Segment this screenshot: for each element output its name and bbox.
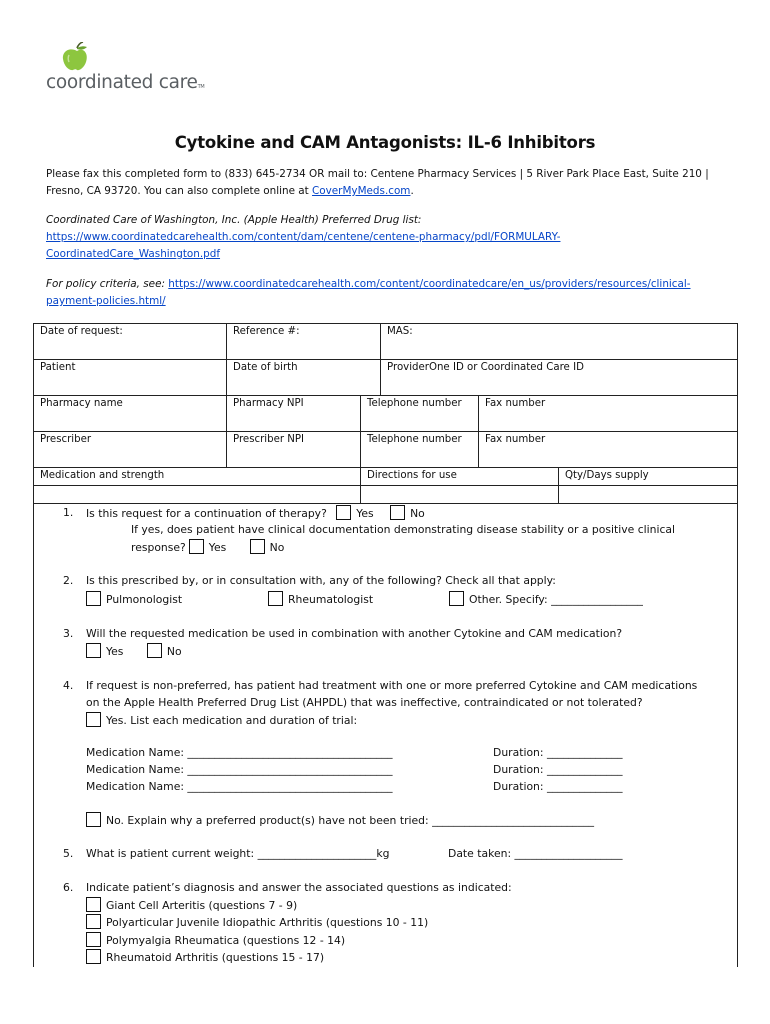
question-6: Indicate patient’s diagnosis and answer the associated questions as indicated: [86, 881, 512, 894]
pdl-link-line-2[interactable]: CoordinatedCare_Washington.pdf [46, 248, 221, 260]
reference-field[interactable]: Reference #: [227, 324, 381, 360]
question-1-number: 1. [63, 506, 74, 519]
q1-yes-checkbox[interactable] [336, 505, 351, 520]
policy-link-line-2[interactable]: payment-policies.html/ [46, 295, 166, 307]
question-5-date-taken[interactable]: Date taken: ____________________ [448, 847, 623, 860]
question-3: Will the requested medication be used in combination with another Cytokine and CAM medication? [86, 627, 623, 640]
intro-line-2: Fresno, CA 93720. You can also complete online at CoverMyMeds.com. [46, 185, 414, 197]
pharmacy-telephone-field[interactable]: Telephone number [361, 396, 479, 432]
pdl-label: Coordinated Care of Washington, Inc. (Apple Health) Preferred Drug list: [46, 214, 422, 226]
q6-rheumatoid-arthritis-option[interactable]: Rheumatoid Arthritis (questions 15 - 17) [86, 949, 324, 965]
directions-for-use-field[interactable]: Directions for use [361, 468, 559, 504]
q3-no-checkbox[interactable] [147, 643, 162, 658]
question-1-sub-line-2: response? Yes No [131, 541, 285, 554]
q4-no-option[interactable]: No. Explain why a preferred product(s) have not been tried: ______________________________ [86, 812, 594, 828]
question-1-sub-line-1: If yes, does patient have clinical documentation demonstrating disease stability or a positive clinical [131, 523, 676, 536]
q4-yes-checkbox[interactable] [86, 712, 101, 727]
prescriber-fax-field[interactable]: Fax number [479, 432, 738, 468]
question-2: Is this prescribed by, or in consultation with, any of the following? Check all that apply: [86, 574, 556, 587]
question-4-line-1: If request is non-preferred, has patient had treatment with one or more preferred Cytokine and CAM medications [86, 679, 698, 692]
q2-other-checkbox[interactable] [449, 591, 464, 606]
question-5-weight[interactable]: What is patient current weight: ______________________kg [86, 847, 390, 860]
qty-days-supply-field[interactable]: Qty/Days supply [559, 468, 738, 504]
q4-duration-3[interactable]: Duration: ______________ [493, 780, 623, 793]
q4-medication-name-3[interactable]: Medication Name: ______________________________________ [86, 780, 393, 793]
medication-strength-field[interactable]: Medication and strength [34, 468, 361, 504]
q2-rheumatologist-checkbox[interactable] [268, 591, 283, 606]
q4-duration-1[interactable]: Duration: ______________ [493, 746, 623, 759]
q1-no-checkbox[interactable] [390, 505, 405, 520]
q2-other-option[interactable]: Other. Specify: _________________ [449, 591, 643, 607]
question-1: Is this request for a continuation of therapy? Yes No [86, 507, 425, 520]
pharmacy-npi-field[interactable]: Pharmacy NPI [227, 396, 361, 432]
q4-yes-option[interactable]: Yes. List each medication and duration of trial: [86, 712, 357, 728]
pdl-link-line-1[interactable]: https://www.coordinatedcarehealth.com/content/dam/centene/centene-pharmacy/pdl/FORMULARY- [46, 231, 561, 243]
question-4-number: 4. [63, 679, 74, 692]
policy-link-line-1[interactable]: https://www.coordinatedcarehealth.com/content/coordinatedcare/en_us/providers/resources/clinical- [168, 278, 691, 290]
q4-medication-name-2[interactable]: Medication Name: ______________________________________ [86, 763, 393, 776]
q4-medication-name-1[interactable]: Medication Name: ______________________________________ [86, 746, 393, 759]
intro-line-1: Please fax this completed form to (833) 645-2734 OR mail to: Centene Pharmacy Services | 5 River Park Place East, Suite 210 | [46, 168, 709, 180]
q6-rheumatoid-arthritis-checkbox[interactable] [86, 949, 101, 964]
covermymeds-link[interactable]: CoverMyMeds.com [312, 185, 411, 197]
apple-icon [56, 42, 96, 76]
q6-pjia-checkbox[interactable] [86, 914, 101, 929]
q6-pjia-option[interactable]: Polyarticular Juvenile Idiopathic Arthritis (questions 10 - 11) [86, 914, 428, 930]
question-5-number: 5. [63, 847, 74, 860]
q6-polymyalgia-checkbox[interactable] [86, 932, 101, 947]
q4-no-checkbox[interactable] [86, 812, 101, 827]
q2-rheumatologist-option[interactable]: Rheumatologist [268, 591, 373, 607]
q6-polymyalgia-option[interactable]: Polymyalgia Rheumatica (questions 12 - 14) [86, 932, 345, 948]
pharmacy-fax-field[interactable]: Fax number [479, 396, 738, 432]
question-3-number: 3. [63, 627, 74, 640]
q4-duration-2[interactable]: Duration: ______________ [493, 763, 623, 776]
patient-field[interactable]: Patient [34, 360, 227, 396]
question-4-line-2: on the Apple Health Preferred Drug List (AHPDL) that was ineffective, contraindicated or not tolerated? [86, 696, 643, 709]
brand-name: coordinated careTM [46, 72, 205, 93]
prescriber-field[interactable]: Prescriber [34, 432, 227, 468]
q3-yes-checkbox[interactable] [86, 643, 101, 658]
date-of-request-field[interactable]: Date of request: [34, 324, 227, 360]
question-6-number: 6. [63, 881, 74, 894]
policy-label: For policy criteria, see: [46, 278, 169, 290]
q6-giant-cell-arteritis-option[interactable]: Giant Cell Arteritis (questions 7 - 9) [86, 897, 297, 913]
q2-pulmonologist-checkbox[interactable] [86, 591, 101, 606]
prescriber-telephone-field[interactable]: Telephone number [361, 432, 479, 468]
request-info-table [33, 323, 738, 504]
q1-sub-no-checkbox[interactable] [250, 539, 265, 554]
q2-pulmonologist-option[interactable]: Pulmonologist [86, 591, 182, 607]
policy-line-1 [46, 276, 691, 293]
q1-sub-yes-checkbox[interactable] [189, 539, 204, 554]
q3-options: Yes No [86, 643, 182, 659]
mas-field[interactable]: MAS: [381, 324, 738, 360]
date-of-birth-field[interactable]: Date of birth [227, 360, 381, 396]
page-title: Cytokine and CAM Antagonists: IL-6 Inhibitors [174, 133, 596, 152]
q6-giant-cell-arteritis-checkbox[interactable] [86, 897, 101, 912]
provider-one-id-field[interactable]: ProviderOne ID or Coordinated Care ID [381, 360, 738, 396]
pharmacy-name-field[interactable]: Pharmacy name [34, 396, 227, 432]
prescriber-npi-field[interactable]: Prescriber NPI [227, 432, 361, 468]
question-2-number: 2. [63, 574, 74, 587]
